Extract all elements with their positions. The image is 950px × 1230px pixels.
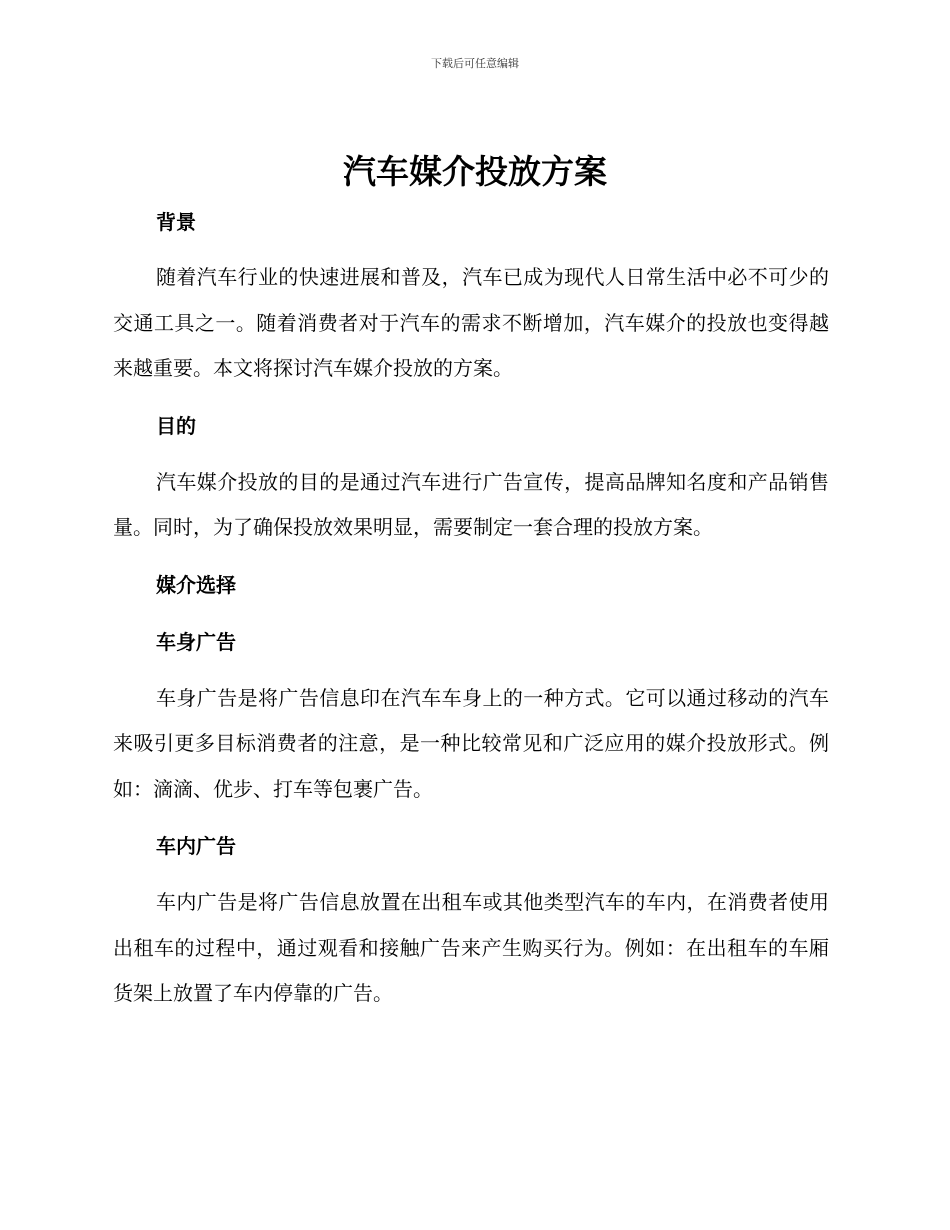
paragraph-background: 随着汽车行业的快速进展和普及，汽车已成为现代人日常生活中必不可少的交通工具之一。随着消费者对于汽车的需求不断增加，汽车媒介的投放也变得越来越重要。本文将探讨汽车媒介投放的方案。 [113,265,829,380]
section-heading-purpose: 目的 [156,413,196,438]
paragraph-purpose: 汽车媒介投放的目的是通过汽车进行广告宣传，提高品牌知名度和产品销售量。同时，为了确保投放效果明显，需要制定一套合理的投放方案。 [113,469,829,539]
section-heading-media-selection: 媒介选择 [156,572,236,597]
section-heading-background: 背景 [156,210,196,234]
document-title: 汽车媒介投放方案 [343,152,607,191]
paragraph-interior-ads: 车内广告是将广告信息放置在出租车或其他类型汽车的车内，在消费者使用出租车的过程中，通过观看和接触广告来产生购买行为。例如：在出租车的车厢货架上放置了车内停靠的广告。 [113,890,829,1005]
paragraph-body-ads: 车身广告是将广告信息印在汽车车身上的一种方式。它可以通过移动的汽车来吸引更多目标消费者的注意，是一种比较常见和广泛应用的媒介投放形式。例如：滴滴、优步、打车等包裹广告。 [113,685,829,801]
document-body [113,200,829,1017]
header-note: 下载后可任意编辑 [431,57,519,70]
section-heading-body-ads: 车身广告 [156,629,236,654]
section-heading-interior-ads: 车内广告 [156,834,236,858]
